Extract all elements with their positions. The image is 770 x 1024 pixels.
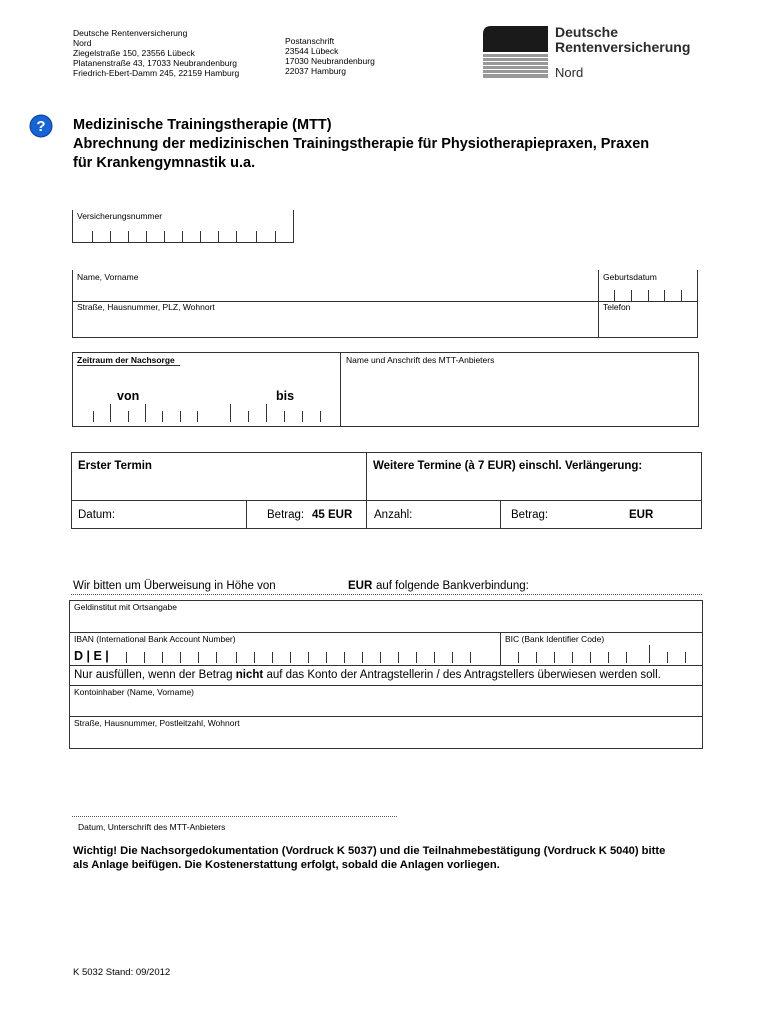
bic-label: BIC (Bank Identifier Code): [505, 634, 605, 644]
telefon-input[interactable]: [598, 313, 697, 337]
versicherungsnummer-label: Versicherungsnummer: [77, 211, 163, 221]
geburtsdatum-label: Geburtsdatum: [603, 272, 657, 282]
anzahl-label: Anzahl:: [374, 509, 413, 521]
logo-line: Rentenversicherung: [555, 39, 691, 55]
sender-line: Nord: [73, 38, 92, 48]
sender-line: Friedrich-Ebert-Damm 245, 22159 Hamburg: [73, 68, 240, 78]
important-notice: [73, 844, 665, 872]
sender-line: Ziegelstraße 150, 23556 Lübeck: [73, 48, 195, 58]
postal-line: Postanschrift: [285, 36, 335, 46]
iban-prefix: D | E |: [74, 649, 109, 663]
sender-address: [73, 28, 239, 78]
weitere-termine-label: Weitere Termine (à 7 EUR) einschl. Verlängerung:: [373, 460, 643, 472]
betrag1-value: 45 EUR: [312, 509, 353, 521]
drv-logo-mark: [483, 26, 548, 78]
svg-text:?: ?: [36, 118, 46, 135]
bis-label: bis: [276, 389, 295, 403]
strasse-input[interactable]: [72, 313, 598, 337]
kontoinhaber-input[interactable]: [70, 698, 702, 716]
telefon-label: Telefon: [603, 302, 631, 312]
nur-bold: nicht: [235, 669, 264, 681]
page-title: [73, 116, 649, 173]
postal-line: 22037 Hamburg: [285, 66, 346, 76]
form-footer: K 5032 Stand: 09/2012: [73, 967, 171, 978]
help-icon[interactable]: [29, 114, 53, 138]
sender-line: Deutsche Rentenversicherung: [73, 28, 188, 38]
logo-text: [555, 25, 690, 55]
strasse2-label: Straße, Hausnummer, Postleitzahl, Wohnort: [74, 718, 240, 728]
unterschrift-input[interactable]: [72, 790, 397, 816]
logo-line: Deutsche: [555, 24, 619, 40]
von-label: von: [117, 389, 140, 403]
postal-line: 17030 Neubrandenburg: [285, 56, 375, 66]
ueberweisung-eur: EUR: [348, 580, 373, 592]
anbieter-input[interactable]: [341, 366, 697, 425]
nur-ausfuellen-note: [74, 669, 661, 681]
kontoinhaber-label: Kontoinhaber (Name, Vorname): [74, 687, 195, 697]
name-input[interactable]: [72, 282, 598, 301]
betrag1-label: Betrag:: [267, 509, 305, 521]
geldinstitut-label: Geldinstitut mit Ortsangabe: [74, 602, 177, 612]
ueberweisung-text: Wir bitten um Überweisung in Höhe von: [73, 580, 276, 592]
betrag2-currency: EUR: [629, 509, 654, 521]
title-line: für Krankengymnastik u.a.: [73, 155, 256, 171]
nur-post: auf das Konto der Antragstellerin / des Antragstellers überwiesen werden soll.: [266, 669, 661, 681]
iban-label: IBAN (International Bank Account Number): [74, 634, 236, 644]
ueberweisung-betrag-input[interactable]: [283, 577, 345, 593]
name-label: Name, Vorname: [77, 272, 139, 282]
datum-label: Datum:: [78, 509, 116, 521]
postal-line: 23544 Lübeck: [285, 46, 339, 56]
geldinstitut-input[interactable]: [70, 613, 702, 632]
anbieter-label: Name und Anschrift des MTT-Anbieters: [346, 355, 495, 365]
notice-line: Wichtig! Die Nachsorgedokumentation (Vordruck K 5037) und die Teilnahmebestätigung (Vordruck K 5040) bitte: [73, 845, 666, 857]
zeitraum-label: Zeitraum der Nachsorge: [77, 355, 175, 365]
nur-pre: Nur ausfüllen, wenn der Betrag: [74, 669, 233, 681]
title-line: Abrechnung der medizinischen Trainingstherapie für Physiotherapiepraxen, Praxen: [73, 136, 650, 152]
strasse2-input[interactable]: [70, 729, 702, 748]
strasse-label: Straße, Hausnummer, PLZ, Wohnort: [77, 302, 215, 312]
postal-address: [285, 36, 375, 76]
erster-termin-label: Erster Termin: [78, 460, 152, 472]
betrag2-input[interactable]: [556, 502, 626, 527]
logo-region: Nord: [555, 65, 584, 80]
unterschrift-label: Datum, Unterschrift des MTT-Anbieters: [78, 822, 226, 832]
sender-line: Platanenstraße 43, 17033 Neubrandenburg: [73, 58, 237, 68]
anzahl-input[interactable]: [418, 502, 498, 527]
betrag2-label: Betrag:: [511, 509, 549, 521]
ueberweisung-post: auf folgende Bankverbindung:: [376, 580, 529, 592]
datum-input[interactable]: [120, 502, 244, 527]
title-line: Medizinische Trainingstherapie (MTT): [73, 117, 332, 133]
notice-line: als Anlage beifügen. Die Kostenerstattung erfolgt, sobald die Anlagen vorliegen.: [73, 859, 500, 871]
